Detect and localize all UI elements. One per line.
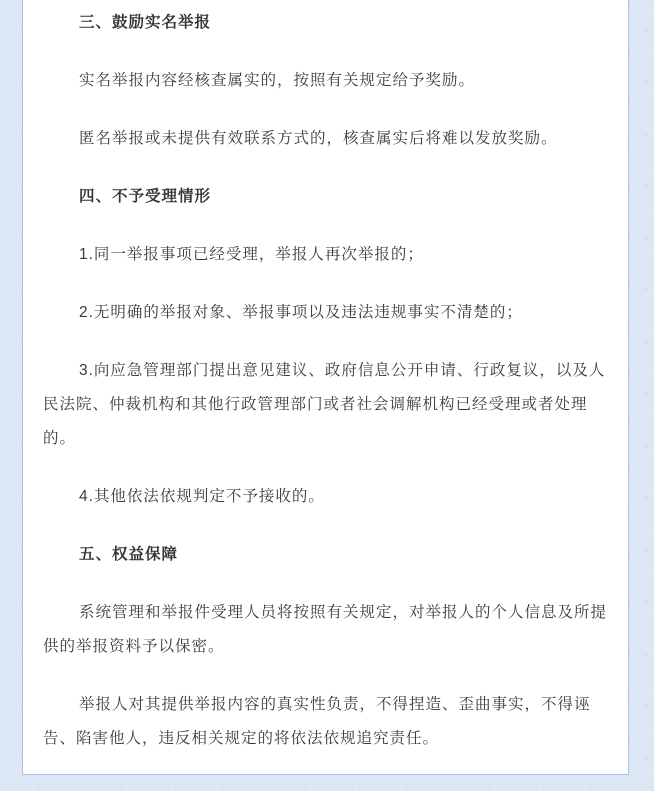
paragraph: 3.向应急管理部门提出意见建议、政府信息公开申请、行政复议，以及人民法院、仲裁机构和其他行政管理部门或者社会调解机构已经受理或者处理的。	[43, 362, 606, 447]
paragraph: 匿名举报或未提供有效联系方式的，核查属实后将难以发放奖励。	[79, 130, 558, 147]
paragraph: 举报人对其提供举报内容的真实性负责，不得捏造、歪曲事实，不得诬告、陷害他人，违反相关规定的将依法依规追究责任。	[43, 696, 591, 747]
section-heading-encourage-real-name: 三、鼓励实名举报	[79, 14, 212, 31]
paragraph: 4.其他依法依规判定不予接收的。	[79, 488, 325, 505]
paragraph: 实名举报内容经核查属实的，按照有关规定给予奖励。	[79, 72, 476, 89]
paragraph: 2.无明确的举报对象、举报事项以及违法违规事实不清楚的；	[79, 304, 523, 321]
paragraph: 系统管理和举报件受理人员将按照有关规定，对举报人的个人信息及所提供的举报资料予以保密。	[43, 604, 608, 655]
article-panel	[22, 0, 629, 775]
paragraph: 1.同一举报事项已经受理，举报人再次举报的；	[79, 246, 424, 263]
section-heading-not-accepted: 四、不予受理情形	[79, 188, 212, 205]
section-heading-rights-protection: 五、权益保障	[79, 546, 179, 563]
